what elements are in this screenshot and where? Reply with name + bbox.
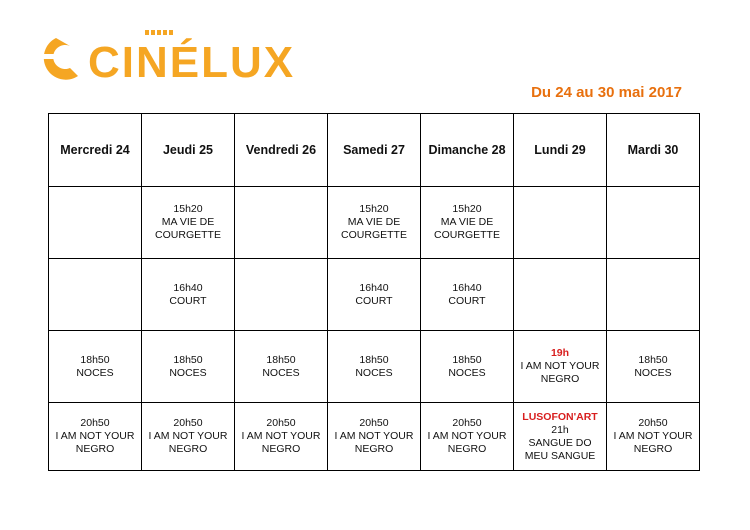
screening: [237, 354, 325, 380]
screening-time: 20h50: [173, 417, 203, 429]
film-title: COURT: [355, 294, 393, 307]
table-row: [49, 259, 700, 331]
film-title: MA VIE DE COURGETTE: [341, 216, 407, 241]
screening: [423, 282, 511, 308]
screening: [237, 417, 325, 456]
film-title: I AM NOT YOUR NEGRO: [55, 430, 135, 455]
screening-time: 15h20: [452, 203, 482, 215]
schedule-cell: [142, 403, 235, 471]
film-title: SANGUE DO MEU SANGUE: [524, 436, 596, 462]
schedule-cell: [49, 403, 142, 471]
film-title: NOCES: [634, 366, 672, 379]
screening-time: 20h50: [266, 417, 296, 429]
logo-wordmark: CINÉLUX: [88, 38, 296, 87]
screening: [51, 354, 139, 380]
schedule-cell: [328, 331, 421, 403]
screening-time: 20h50: [452, 417, 482, 429]
screening-time: 16h40: [359, 281, 389, 294]
film-title: I AM NOT YOUR NEGRO: [520, 360, 600, 385]
schedule-cell: [421, 403, 514, 471]
screening-time: 16h40: [173, 281, 203, 294]
film-title: MA VIE DE COURGETTE: [434, 216, 500, 241]
film-title: I AM NOT YOUR NEGRO: [334, 430, 414, 455]
schedule-cell: [514, 259, 607, 331]
screening: [516, 347, 604, 386]
screening-time: 18h50: [359, 353, 389, 366]
schedule-table: [48, 113, 700, 471]
screening: [144, 203, 232, 242]
schedule-cell: [49, 331, 142, 403]
film-title: COURT: [448, 294, 486, 307]
schedule-cell: [328, 187, 421, 259]
screening-time: 20h50: [80, 417, 110, 429]
screening: [330, 417, 418, 456]
screening: [330, 203, 418, 242]
cinelux-logo: [30, 28, 296, 87]
screening-time: 16h40: [452, 281, 482, 294]
film-title: I AM NOT YOUR NEGRO: [613, 430, 693, 455]
screening: [516, 411, 604, 463]
schedule-cell: [421, 331, 514, 403]
table-row: [49, 187, 700, 259]
schedule-cell: [142, 259, 235, 331]
screening-time: 15h20: [359, 203, 389, 215]
schedule-cell: [421, 259, 514, 331]
day-header: Lundi 29: [514, 114, 607, 187]
schedule-cell: [514, 187, 607, 259]
screening: [144, 282, 232, 308]
day-header: Mercredi 24: [49, 114, 142, 187]
screening: [144, 417, 232, 456]
schedule-cell: [328, 259, 421, 331]
schedule-cell: [328, 403, 421, 471]
screening: [330, 354, 418, 380]
schedule-cell: [235, 187, 328, 259]
schedule-cell: [142, 331, 235, 403]
film-title: I AM NOT YOUR NEGRO: [148, 430, 228, 455]
screening-time: 18h50: [80, 353, 110, 366]
screening-time: 21h: [551, 423, 569, 436]
schedule-cell: [49, 259, 142, 331]
screening: [144, 354, 232, 380]
screening-time: 20h50: [638, 417, 668, 429]
schedule-cell: [142, 187, 235, 259]
screening-time: 18h50: [638, 353, 668, 366]
schedule-cell: [235, 331, 328, 403]
table-row: [49, 403, 700, 471]
screening-time: 15h20: [173, 203, 203, 215]
screening: [330, 282, 418, 308]
screening: [423, 354, 511, 380]
day-header: Samedi 27: [328, 114, 421, 187]
schedule-cell: [235, 259, 328, 331]
screening: [51, 417, 139, 456]
schedule-cell: [235, 403, 328, 471]
film-title: COURT: [169, 294, 207, 307]
screening: [609, 417, 697, 456]
date-range: Du 24 au 30 mai 2017: [531, 84, 682, 101]
schedule-cell: [421, 187, 514, 259]
table-row: [49, 331, 700, 403]
screening: [609, 354, 697, 380]
day-header-row: [49, 114, 700, 187]
film-title: NOCES: [448, 366, 486, 379]
screening-time: 18h50: [266, 353, 296, 366]
screening-time: 20h50: [359, 417, 389, 429]
film-title: I AM NOT YOUR NEGRO: [241, 430, 321, 455]
schedule-cell: [514, 331, 607, 403]
day-header: Vendredi 26: [235, 114, 328, 187]
screening-time: 18h50: [452, 353, 482, 366]
film-title: MA VIE DE COURGETTE: [155, 216, 221, 241]
schedule-cell: [49, 187, 142, 259]
film-title: NOCES: [169, 366, 207, 379]
cinelux-logo-graphic: [30, 28, 296, 87]
schedule-cell: [514, 403, 607, 471]
screening: [423, 203, 511, 242]
schedule-cell: [607, 331, 700, 403]
day-header: Dimanche 28: [421, 114, 514, 187]
film-title: NOCES: [262, 366, 300, 379]
screening-time: 19h: [550, 347, 570, 359]
day-header: Mardi 30: [607, 114, 700, 187]
film-strip-icon: [145, 30, 173, 35]
film-title: NOCES: [355, 366, 393, 379]
schedule-cell: [607, 259, 700, 331]
screening-label: LUSOFON'ART: [522, 410, 598, 423]
schedule-cell: [607, 187, 700, 259]
day-header: Jeudi 25: [142, 114, 235, 187]
film-title: NOCES: [76, 366, 114, 379]
screening-time: 18h50: [173, 353, 203, 366]
screening: [423, 417, 511, 456]
schedule-cell: [607, 403, 700, 471]
film-title: I AM NOT YOUR NEGRO: [427, 430, 507, 455]
